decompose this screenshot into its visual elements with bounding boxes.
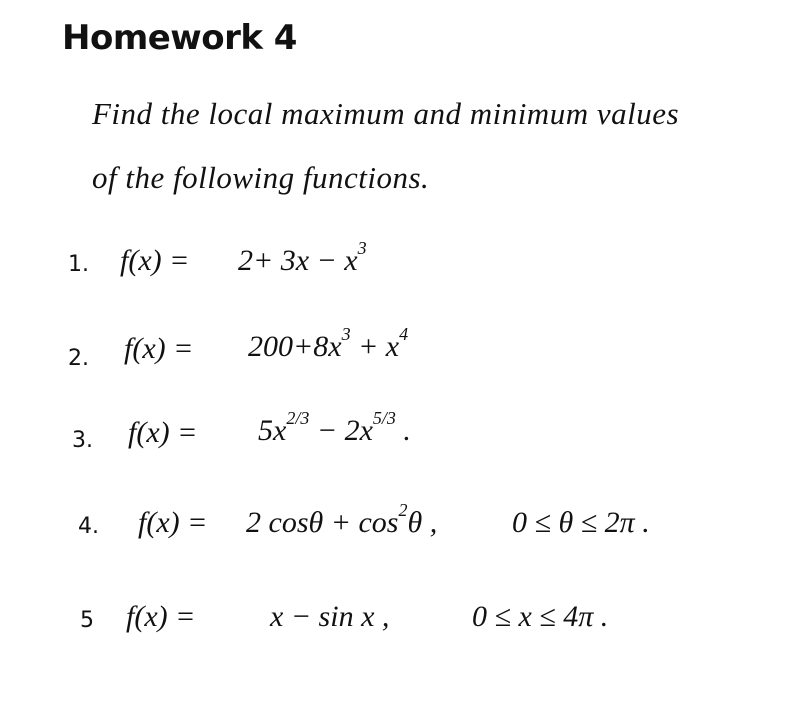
function-rhs	[238, 237, 367, 278]
function-rhs	[248, 323, 409, 364]
rhs-tail: + x	[358, 330, 400, 363]
function-lhs: f(x) =	[128, 416, 198, 449]
page-title: Homework 4	[62, 18, 297, 58]
rhs-base: 200+8x	[248, 330, 342, 363]
rhs-exponent-2: 4	[399, 323, 409, 344]
rhs-tail: θ ,	[407, 506, 438, 539]
rhs-exponent: 2	[398, 499, 408, 520]
function-rhs	[258, 407, 411, 448]
problem-number: 3.	[72, 428, 93, 453]
rhs-trailing: .	[403, 414, 411, 447]
rhs-base: 2 cosθ + cos	[246, 506, 399, 539]
rhs-base: x − sin x ,	[270, 600, 390, 633]
problem-number: 1.	[68, 252, 89, 277]
problem-3	[0, 400, 808, 460]
domain-condition: 0 ≤ x ≤ 4π .	[472, 600, 609, 633]
problem-1	[0, 238, 808, 288]
rhs-base: 5x	[258, 414, 287, 447]
function-lhs: f(x) =	[138, 506, 208, 539]
rhs-tail: − 2x	[316, 414, 373, 447]
function-rhs	[270, 600, 389, 634]
instructions-line-1: Find the local maximum and minimum values	[92, 96, 680, 131]
rhs-exponent: 2/3	[286, 407, 310, 428]
function-lhs: f(x) =	[124, 332, 194, 365]
problem-2	[0, 320, 808, 370]
rhs-base: 2+ 3x − x	[238, 244, 358, 277]
domain-condition: 0 ≤ θ ≤ 2π .	[512, 506, 650, 539]
problem-number: 2.	[68, 346, 89, 371]
problem-number: 5	[80, 608, 94, 633]
problem-number: 4.	[78, 514, 99, 539]
function-rhs	[246, 499, 438, 540]
function-lhs: f(x) =	[120, 244, 190, 277]
problem-4	[0, 500, 808, 550]
problem-5	[0, 588, 808, 638]
rhs-exponent: 3	[357, 237, 367, 258]
instructions-line-2: of the following functions.	[92, 160, 430, 195]
function-lhs: f(x) =	[126, 600, 196, 633]
rhs-exponent: 3	[341, 323, 351, 344]
rhs-exponent-2: 5/3	[372, 407, 396, 428]
